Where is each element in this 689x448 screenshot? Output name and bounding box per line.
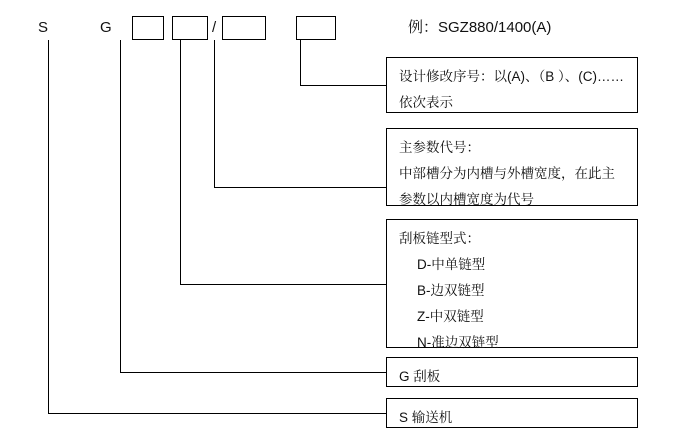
scraper-code-box (386, 357, 638, 387)
code-slot-box-0 (132, 16, 164, 40)
chain-type-code-line-3: Z-中双链型 (417, 309, 484, 324)
code-char-1: G (100, 19, 112, 36)
main-parameter-code-line-2: 参数以内槽宽度为代号 (399, 192, 534, 207)
code-slot-box-3 (296, 16, 336, 40)
revision-code-line-1: 依次表示 (399, 95, 453, 110)
leader-revision-v (300, 40, 301, 85)
main-parameter-code-line-0: 主参数代号： (399, 140, 480, 155)
chain-type-code-line-2: B-边双链型 (417, 283, 485, 298)
leader-main-param-h (214, 187, 387, 188)
code-char-0: S (38, 19, 49, 36)
revision-code-line-0: 设计修改序号：以(A)、（B ）、(C)…… (399, 69, 624, 84)
code-slot-box-2 (222, 16, 266, 40)
main-parameter-code-box (386, 128, 638, 206)
chain-type-code-box (386, 219, 638, 348)
code-char-2: / (212, 19, 217, 36)
revision-code-box (386, 57, 638, 113)
chain-type-code-line-0: 刮板链型式： (399, 231, 480, 246)
code-slot-box-1 (172, 16, 208, 40)
leader-chain-v (180, 40, 181, 284)
conveyor-code-line-0: S 输送机 (399, 410, 453, 425)
scraper-code-line-0: G 刮板 (399, 369, 441, 384)
chain-type-code-line-1: D-中单链型 (417, 257, 486, 272)
leader-main-param-v (214, 40, 215, 187)
conveyor-code-box (386, 398, 638, 428)
leader-conveyor-v (48, 40, 49, 413)
leader-scraper-v (120, 40, 121, 372)
chain-type-code-line-4: N-准边双链型 (417, 335, 499, 350)
main-parameter-code-line-1: 中部槽分为内槽与外槽宽度，在此主 (399, 166, 615, 181)
leader-chain-h (180, 284, 387, 285)
leader-revision-h (300, 85, 387, 86)
example-label: 例：SGZ880/1400(A) (408, 19, 552, 36)
leader-scraper-h (120, 372, 387, 373)
leader-conveyor-h (48, 413, 387, 414)
